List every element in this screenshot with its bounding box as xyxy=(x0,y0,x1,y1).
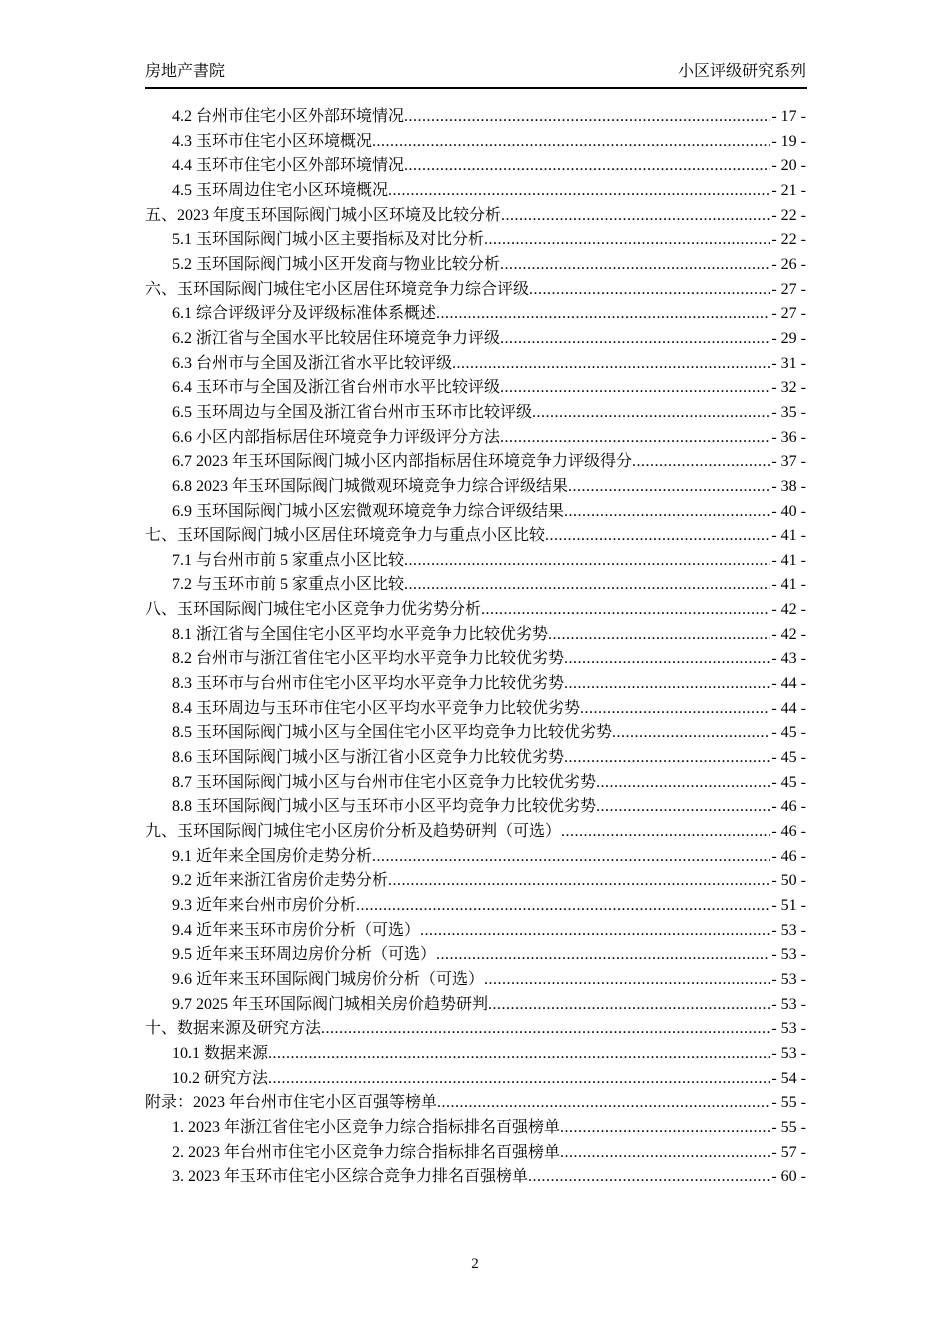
toc-entry-title: 六、玉环国际阀门城住宅小区居住环境竞争力综合评级 xyxy=(145,280,530,298)
toc-page-number: - 27 - xyxy=(771,305,806,323)
toc-page-number: - 27 - xyxy=(771,280,806,298)
toc-dots-leader xyxy=(268,1042,770,1067)
toc-entry[interactable] xyxy=(145,845,806,870)
toc-page-number: - 44 - xyxy=(771,675,806,693)
toc-entry-title: 七、玉环国际阀门城小区居住环境竞争力与重点小区比较 xyxy=(145,527,546,545)
toc-entry[interactable] xyxy=(145,376,806,401)
page-header xyxy=(145,61,806,83)
toc-dots-leader xyxy=(372,845,770,870)
toc-dots-leader xyxy=(545,524,770,549)
toc-page-number: - 50 - xyxy=(771,872,806,890)
toc-page-number: - 44 - xyxy=(771,699,806,717)
toc-entry[interactable] xyxy=(145,105,806,130)
toc-dots-leader xyxy=(488,993,770,1018)
toc-dots-leader xyxy=(548,623,770,648)
toc-dots-leader xyxy=(484,968,770,993)
toc-page-number: - 38 - xyxy=(771,477,806,495)
toc-page-number: - 40 - xyxy=(771,502,806,520)
toc-entry[interactable] xyxy=(145,401,806,426)
toc-entry[interactable] xyxy=(145,204,806,229)
toc-dots-leader xyxy=(596,795,770,820)
toc-entry-title: 9.7 2025 年玉环国际阀门城相关房价趋势研判 xyxy=(172,995,489,1013)
toc-dots-leader xyxy=(612,721,770,746)
toc-page-number: - 20 - xyxy=(771,157,806,175)
toc-dots-leader xyxy=(404,105,770,130)
toc-entry-title: 8.3 玉环市与台州市住宅小区平均水平竞争力比较优劣势 xyxy=(172,675,565,693)
toc-entry[interactable] xyxy=(145,697,806,722)
toc-dots-leader xyxy=(356,894,770,919)
toc-entry[interactable] xyxy=(145,1017,806,1042)
toc-page-number: - 26 - xyxy=(771,255,806,273)
toc-dots-leader xyxy=(568,475,770,500)
toc-entry[interactable] xyxy=(145,179,806,204)
toc-entry[interactable] xyxy=(145,1165,806,1190)
header-right-title: 小区评级研究系列 xyxy=(677,63,806,80)
toc-entry[interactable] xyxy=(145,130,806,155)
toc-entry-title: 附录：2023 年台州市住宅小区百强等榜单 xyxy=(145,1094,438,1112)
toc-page-number: - 54 - xyxy=(771,1069,806,1087)
toc-entry[interactable] xyxy=(145,968,806,993)
toc-dots-leader xyxy=(452,352,770,377)
toc-page-number: - 32 - xyxy=(771,379,806,397)
toc-entry-title: 1. 2023 年浙江省住宅小区竞争力综合指标排名百强榜单 xyxy=(172,1118,561,1136)
toc-entry[interactable] xyxy=(145,253,806,278)
toc-page-number: - 53 - xyxy=(771,921,806,939)
toc-entry-title: 6.8 2023 年玉环国际阀门城微观环境竞争力综合评级结果 xyxy=(172,477,569,495)
toc-dots-leader xyxy=(268,1067,770,1092)
toc-entry-title: 3. 2023 年玉环市住宅小区综合竞争力排名百强榜单 xyxy=(172,1168,529,1186)
toc-dots-leader xyxy=(404,154,770,179)
toc-dots-leader xyxy=(481,598,770,623)
toc-entry-title: 4.3 玉环市住宅小区环境概况 xyxy=(172,132,373,150)
toc-entry-title: 6.4 玉环市与全国及浙江省台州市水平比较评级 xyxy=(172,379,501,397)
toc-entry-title: 6.3 台州市与全国及浙江省水平比较评级 xyxy=(172,354,453,372)
toc-page-number: - 29 - xyxy=(771,329,806,347)
toc-entry[interactable] xyxy=(145,598,806,623)
toc-dots-leader xyxy=(420,919,770,944)
toc-dots-leader xyxy=(436,302,770,327)
toc-page-number: - 46 - xyxy=(771,823,806,841)
toc-entry[interactable] xyxy=(145,647,806,672)
toc-entry[interactable] xyxy=(145,820,806,845)
toc-entry-title: 8.2 台州市与浙江省住宅小区平均水平竞争力比较优劣势 xyxy=(172,650,565,668)
toc-entry-title: 8.7 玉环国际阀门城小区与台州市住宅小区竞争力比较优劣势 xyxy=(172,773,597,791)
toc-page-number: - 35 - xyxy=(771,403,806,421)
toc-dots-leader xyxy=(500,426,770,451)
toc-dots-leader xyxy=(500,253,770,278)
toc-page-number: - 46 - xyxy=(771,847,806,865)
toc-entry-title: 4.2 台州市住宅小区外部环境情况 xyxy=(172,108,405,125)
toc-entry-title: 八、玉环国际阀门城住宅小区竞争力优劣势分析 xyxy=(145,601,482,619)
toc-entry[interactable] xyxy=(145,1042,806,1067)
toc-entry[interactable] xyxy=(145,573,806,598)
toc-entry[interactable] xyxy=(145,894,806,919)
toc-entry[interactable] xyxy=(145,623,806,648)
toc-page-number: - 21 - xyxy=(771,181,806,199)
toc-entry-title: 2. 2023 年台州市住宅小区竞争力综合指标排名百强榜单 xyxy=(172,1143,561,1161)
toc-dots-leader xyxy=(500,327,770,352)
toc-page-number: - 42 - xyxy=(771,625,806,643)
header-left-title: 房地产書院 xyxy=(145,63,226,80)
toc-dots-leader xyxy=(437,1091,770,1116)
toc-entry-title: 4.5 玉环周边住宅小区环境概况 xyxy=(172,181,389,199)
toc-dots-leader xyxy=(564,647,770,672)
toc-page-number: - 41 - xyxy=(771,576,806,594)
toc-page-number: - 57 - xyxy=(771,1143,806,1161)
toc-page-number: - 53 - xyxy=(771,946,806,964)
toc-entry-title: 6.9 玉环国际阀门城小区宏微观环境竞争力综合评级结果 xyxy=(172,502,565,520)
toc-entry-title: 6.5 玉环周边与全国及浙江省台州市玉环市比较评级 xyxy=(172,403,533,421)
toc-entry[interactable] xyxy=(145,721,806,746)
toc-dots-leader xyxy=(580,697,770,722)
toc-entry-title: 6.6 小区内部指标居住环境竞争力评级评分方法 xyxy=(172,428,501,446)
toc-entry-title: 6.7 2023 年玉环国际阀门城小区内部指标居住环境竞争力评级得分 xyxy=(172,453,633,471)
toc-dots-leader xyxy=(564,672,770,697)
toc-entry-title: 6.2 浙江省与全国水平比较居住环境竞争力评级 xyxy=(172,329,501,347)
toc-entry[interactable] xyxy=(145,228,806,253)
toc-page-number: - 55 - xyxy=(771,1094,806,1112)
toc-entry[interactable] xyxy=(145,426,806,451)
toc-dots-leader xyxy=(500,376,770,401)
toc-entry[interactable] xyxy=(145,302,806,327)
toc-entry[interactable] xyxy=(145,154,806,179)
toc-entry[interactable] xyxy=(145,869,806,894)
toc-entry-title: 8.5 玉环国际阀门城小区与全国住宅小区平均竞争力比较优劣势 xyxy=(172,724,613,742)
toc-entry[interactable] xyxy=(145,993,806,1018)
toc-entry-title: 8.8 玉环国际阀门城小区与玉环市小区平均竞争力比较优劣势 xyxy=(172,798,597,816)
toc-entry-title: 7.1 与台州市前 5 家重点小区比较 xyxy=(172,551,405,569)
page-number: 2 xyxy=(471,1256,479,1272)
toc-page-number: - 22 - xyxy=(771,231,806,249)
toc-entry-title: 8.6 玉环国际阀门城小区与浙江省小区竞争力比较优劣势 xyxy=(172,749,565,767)
toc-dots-leader xyxy=(372,130,770,155)
toc-page-number: - 53 - xyxy=(771,1044,806,1062)
toc-entry-title: 7.2 与玉环市前 5 家重点小区比较 xyxy=(172,576,405,594)
toc-entry[interactable] xyxy=(145,327,806,352)
table-of-contents xyxy=(145,105,806,1190)
toc-page-number: - 31 - xyxy=(771,354,806,372)
toc-page-number: - 45 - xyxy=(771,773,806,791)
toc-dots-leader xyxy=(528,1165,770,1190)
toc-page-number: - 22 - xyxy=(771,206,806,224)
toc-dots-leader xyxy=(404,549,770,574)
toc-page-number: - 19 - xyxy=(771,132,806,150)
page-footer xyxy=(0,1256,950,1273)
toc-dots-leader xyxy=(501,204,770,229)
toc-dots-leader xyxy=(404,573,770,598)
toc-page-number: - 55 - xyxy=(771,1118,806,1136)
toc-dots-leader xyxy=(560,1141,770,1166)
toc-entry[interactable] xyxy=(145,672,806,697)
toc-entry-title: 10.1 数据来源 xyxy=(172,1044,269,1062)
toc-page-number: - 41 - xyxy=(771,527,806,545)
toc-entry[interactable] xyxy=(145,352,806,377)
toc-entry[interactable] xyxy=(145,524,806,549)
toc-entry[interactable] xyxy=(145,475,806,500)
toc-dots-leader xyxy=(632,450,770,475)
toc-dots-leader xyxy=(484,228,770,253)
toc-entry[interactable] xyxy=(145,746,806,771)
toc-entry[interactable] xyxy=(145,500,806,525)
toc-entry[interactable] xyxy=(145,1116,806,1141)
toc-entry[interactable] xyxy=(145,1141,806,1166)
toc-entry-title: 5.2 玉环国际阀门城小区开发商与物业比较分析 xyxy=(172,255,501,273)
toc-dots-leader xyxy=(564,500,770,525)
toc-entry[interactable] xyxy=(145,450,806,475)
toc-entry-title: 十、数据来源及研究方法 xyxy=(145,1020,322,1038)
toc-page-number: - 17 - xyxy=(771,108,806,125)
toc-entry-title: 九、玉环国际阀门城住宅小区房价分析及趋势研判（可选） xyxy=(145,823,562,841)
toc-entry-title: 4.4 玉环市住宅小区外部环境情况 xyxy=(172,157,405,175)
toc-entry[interactable] xyxy=(145,943,806,968)
toc-entry[interactable] xyxy=(145,1067,806,1092)
toc-dots-leader xyxy=(560,1116,770,1141)
toc-entry[interactable] xyxy=(145,549,806,574)
toc-page-number: - 45 - xyxy=(771,749,806,767)
toc-entry-title: 5.1 玉环国际阀门城小区主要指标及对比分析 xyxy=(172,231,485,249)
toc-page-number: - 45 - xyxy=(771,724,806,742)
toc-entry-title: 9.1 近年来全国房价走势分析 xyxy=(172,847,373,865)
toc-page-number: - 41 - xyxy=(771,551,806,569)
toc-entry-title: 9.4 近年来玉环市房价分析（可选） xyxy=(172,921,421,939)
toc-page-number: - 51 - xyxy=(771,897,806,914)
toc-dots-leader xyxy=(596,771,770,796)
toc-dots-leader xyxy=(561,820,770,845)
toc-page-number: - 37 - xyxy=(771,453,806,471)
toc-entry-title: 五、2023 年度玉环国际阀门城小区环境及比较分析 xyxy=(145,206,502,224)
toc-dots-leader xyxy=(388,869,770,894)
toc-entry-title: 9.6 近年来玉环国际阀门城房价分析（可选） xyxy=(172,970,485,988)
toc-entry[interactable] xyxy=(145,1091,806,1116)
toc-page-number: - 42 - xyxy=(771,601,806,619)
toc-entry[interactable] xyxy=(145,278,806,303)
toc-dots-leader xyxy=(564,746,770,771)
toc-page-number: - 53 - xyxy=(771,995,806,1013)
toc-page-number: - 53 - xyxy=(771,1020,806,1038)
toc-entry[interactable] xyxy=(145,771,806,796)
toc-entry-title: 9.3 近年来台州市房价分析 xyxy=(172,897,357,914)
toc-dots-leader xyxy=(321,1017,770,1042)
toc-page-number: - 60 - xyxy=(771,1168,806,1186)
toc-entry-title: 10.2 研究方法 xyxy=(172,1069,269,1087)
toc-entry[interactable] xyxy=(145,795,806,820)
toc-dots-leader xyxy=(436,943,770,968)
toc-entry[interactable] xyxy=(145,919,806,944)
toc-page-number: - 36 - xyxy=(771,428,806,446)
toc-entry-title: 9.5 近年来玉环周边房价分析（可选） xyxy=(172,946,437,964)
header-divider xyxy=(145,87,807,89)
toc-entry-title: 8.4 玉环周边与玉环市住宅小区平均水平竞争力比较优劣势 xyxy=(172,699,581,717)
toc-entry-title: 8.1 浙江省与全国住宅小区平均水平竞争力比较优劣势 xyxy=(172,625,549,643)
toc-entry-title: 9.2 近年来浙江省房价走势分析 xyxy=(172,872,389,890)
toc-dots-leader xyxy=(388,179,770,204)
toc-entry-title: 6.1 综合评级评分及评级标准体系概述 xyxy=(172,305,437,323)
toc-dots-leader xyxy=(529,278,770,303)
toc-page-number: - 46 - xyxy=(771,798,806,816)
toc-dots-leader xyxy=(532,401,770,426)
toc-page-number: - 53 - xyxy=(771,970,806,988)
toc-page-number: - 43 - xyxy=(771,650,806,668)
